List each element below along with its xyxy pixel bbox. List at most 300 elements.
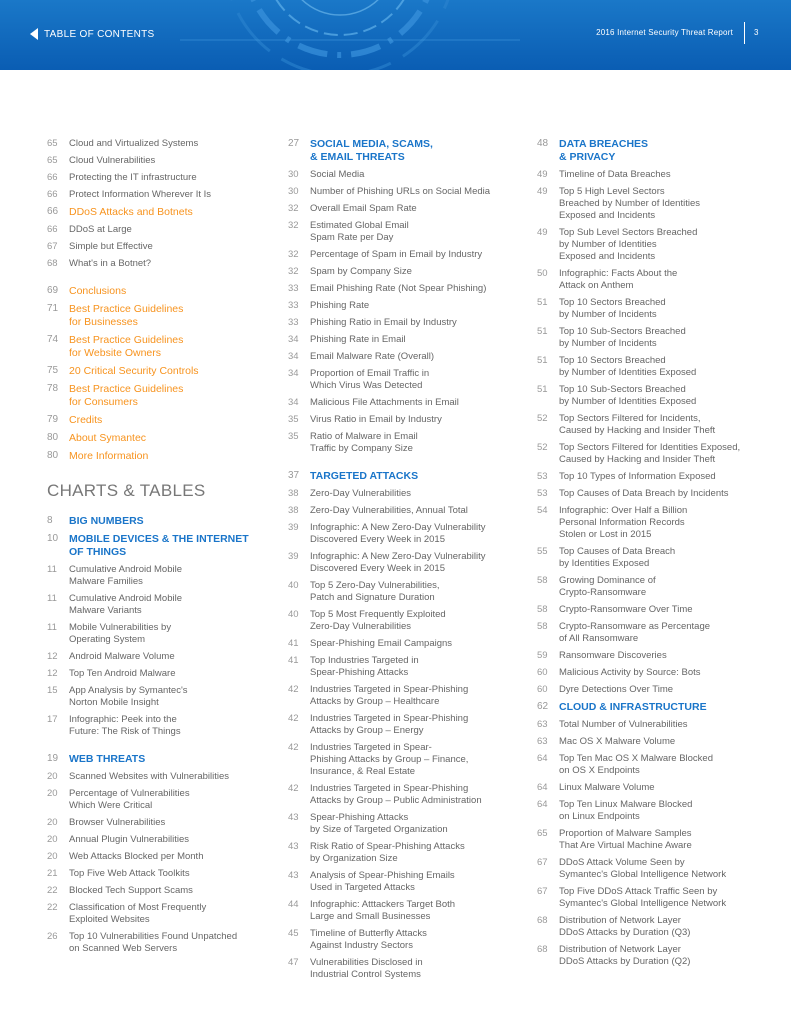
toc-section-heading[interactable] bbox=[537, 138, 777, 164]
toc-entry-title: What's in a Botnet? bbox=[69, 258, 152, 269]
toc-entry[interactable] bbox=[288, 812, 518, 836]
toc-page-number: 22 bbox=[47, 885, 58, 896]
toc-page-number: 51 bbox=[537, 355, 548, 366]
toc-section-heading[interactable] bbox=[288, 138, 518, 164]
toc-entry-title: Distribution of Network Layer DDoS Attacks by Duration (Q2) bbox=[559, 944, 691, 967]
toc-entry-title: 20 Critical Security Controls bbox=[69, 365, 199, 377]
toc-page-number: 37 bbox=[288, 470, 300, 481]
toc-entry-title: Phishing Rate bbox=[310, 300, 370, 311]
toc-entry-title: Top Five DDoS Attack Traffic Seen by Symantec's Global Intelligence Network bbox=[559, 886, 727, 909]
toc-entry[interactable] bbox=[47, 668, 267, 680]
toc-page-number: 11 bbox=[47, 564, 57, 575]
toc-page-number: 43 bbox=[288, 812, 299, 823]
toc-entry[interactable] bbox=[47, 303, 267, 329]
toc-entry[interactable] bbox=[47, 622, 267, 646]
toc-list-charts-2 bbox=[288, 138, 518, 981]
toc-page-number: 60 bbox=[537, 684, 548, 695]
toc-entry-title: Industries Targeted in Spear-Phishing Attacks by Group – Energy bbox=[310, 713, 469, 736]
spacer bbox=[47, 743, 267, 753]
toc-entry-title: Annual Plugin Vulnerabilities bbox=[69, 834, 190, 845]
toc-page-number: 26 bbox=[47, 931, 58, 942]
toc-page-number: 50 bbox=[537, 268, 548, 279]
toc-entry[interactable] bbox=[47, 241, 267, 253]
toc-entry[interactable] bbox=[537, 505, 777, 541]
toc-section-heading[interactable] bbox=[47, 533, 267, 559]
toc-entry[interactable] bbox=[537, 782, 777, 794]
toc-page-number: 20 bbox=[47, 851, 58, 862]
toc-entry[interactable] bbox=[537, 886, 777, 910]
toc-page-number: 15 bbox=[47, 685, 58, 696]
toc-page-number: 43 bbox=[288, 841, 299, 852]
toc-page-number: 20 bbox=[47, 788, 58, 799]
toc-entry-title: Social Media bbox=[310, 169, 365, 180]
toc-column-3 bbox=[537, 138, 777, 973]
toc-entry-title: Infographic: Atttackers Target Both Large and Small Businesses bbox=[310, 899, 456, 922]
toc-page-number: 60 bbox=[537, 667, 548, 678]
toc-entry-title: Ratio of Malware in Email Traffic by Company Size bbox=[310, 431, 418, 454]
toc-entry-title: Total Number of Vulnerabilities bbox=[559, 719, 688, 730]
toc-entry-title: Blocked Tech Support Scams bbox=[69, 885, 193, 896]
toc-page-number: 64 bbox=[537, 753, 548, 764]
toc-entry[interactable] bbox=[47, 564, 267, 588]
toc-entry[interactable] bbox=[537, 355, 777, 379]
toc-entry[interactable] bbox=[537, 575, 777, 599]
toc-entry[interactable] bbox=[537, 326, 777, 350]
toc-entry[interactable] bbox=[47, 834, 267, 846]
toc-entry[interactable] bbox=[537, 227, 777, 263]
toc-page-number: 42 bbox=[288, 742, 299, 753]
toc-entry[interactable] bbox=[537, 297, 777, 321]
toc-page-number: 40 bbox=[288, 580, 299, 591]
toc-page-number: 12 bbox=[47, 651, 58, 662]
toc-page-number: 80 bbox=[47, 450, 59, 461]
toc-entry[interactable] bbox=[47, 593, 267, 617]
toc-page-number: 17 bbox=[47, 714, 58, 725]
toc-entry-title: Vulnerabilities Disclosed in Industrial Control Systems bbox=[310, 957, 423, 980]
toc-entry-title: Malicious File Attachments in Email bbox=[310, 397, 459, 408]
toc-entry[interactable] bbox=[537, 753, 777, 777]
toc-page-number: 54 bbox=[537, 505, 548, 516]
toc-entry[interactable] bbox=[288, 522, 518, 546]
toc-entry[interactable] bbox=[47, 224, 267, 236]
toc-entry[interactable] bbox=[288, 266, 518, 278]
toc-entry-title: Proportion of Email Traffic in Which Virus Was Detected bbox=[310, 368, 430, 391]
toc-entry-title: Industries Targeted in Spear-Phishing Attacks by Group – Public Administration bbox=[310, 783, 482, 806]
toc-entry-title: Virus Ratio in Email by Industry bbox=[310, 414, 442, 425]
toc-entry-title: Top 5 High Level Sectors Breached by Number of Identities Exposed and Incidents bbox=[559, 186, 700, 221]
toc-entry-title: Top 10 Vulnerabilities Found Unpatched on Scanned Web Servers bbox=[69, 931, 238, 954]
toc-section-heading[interactable] bbox=[288, 470, 518, 483]
toc-entry[interactable] bbox=[288, 334, 518, 346]
toc-entry[interactable] bbox=[537, 384, 777, 408]
toc-page-number: 49 bbox=[537, 169, 548, 180]
toc-page-number: 32 bbox=[288, 249, 299, 260]
toc-page-number: 39 bbox=[288, 522, 299, 533]
toc-page-number: 67 bbox=[537, 886, 548, 897]
toc-page-number: 68 bbox=[47, 258, 58, 269]
toc-entry-title: Timeline of Butterfly Attacks Against Industry Sectors bbox=[310, 928, 427, 951]
toc-entry[interactable] bbox=[47, 931, 267, 955]
toc-entry[interactable] bbox=[288, 928, 518, 952]
toc-page-number: 67 bbox=[537, 857, 548, 868]
toc-entry-title: Cumulative Android Mobile Malware Variants bbox=[69, 593, 183, 616]
toc-page-number: 27 bbox=[288, 138, 300, 149]
toc-entry-title: Phishing Ratio in Email by Industry bbox=[310, 317, 457, 328]
toc-label: TABLE OF CONTENTS bbox=[44, 28, 155, 40]
toc-page-number: 53 bbox=[537, 471, 548, 482]
toc-entry[interactable] bbox=[288, 249, 518, 261]
page-number: 3 bbox=[754, 28, 759, 37]
toc-entry[interactable] bbox=[288, 742, 518, 778]
toc-entry[interactable] bbox=[47, 155, 267, 167]
toc-page-number: 78 bbox=[47, 383, 59, 394]
toc-entry[interactable] bbox=[537, 169, 777, 181]
toc-page-number: 32 bbox=[288, 266, 299, 277]
toc-entry[interactable] bbox=[47, 450, 267, 463]
toc-page-number: 41 bbox=[288, 655, 299, 666]
toc-entry-title: Spear-Phishing Attacks by Size of Targeted Organization bbox=[310, 812, 448, 835]
toc-entry-title: Industries Targeted in Spear-Phishing Attacks by Group – Healthcare bbox=[310, 684, 469, 707]
toc-page-number: 65 bbox=[47, 155, 58, 166]
toc-page-number: 12 bbox=[47, 668, 58, 679]
toc-entry-title: Browser Vulnerabilities bbox=[69, 817, 166, 828]
toc-entry[interactable] bbox=[288, 397, 518, 409]
toc-page-number: 58 bbox=[537, 621, 548, 632]
toc-entry[interactable] bbox=[288, 186, 518, 198]
toc-entry[interactable] bbox=[537, 471, 777, 483]
toc-entry[interactable] bbox=[288, 431, 518, 455]
toc-entry[interactable] bbox=[47, 651, 267, 663]
header-divider bbox=[744, 22, 745, 44]
toc-entry[interactable] bbox=[537, 915, 777, 939]
toc-page-number: 63 bbox=[537, 719, 548, 730]
toc-entry[interactable] bbox=[537, 799, 777, 823]
toc-entry-title: Dyre Detections Over Time bbox=[559, 684, 674, 695]
toc-page-number: 66 bbox=[47, 206, 59, 217]
toc-entry-title: Proportion of Malware Samples That Are Virtual Machine Aware bbox=[559, 828, 692, 851]
toc-entry-title: Top 10 Sectors Breached by Number of Identities Exposed bbox=[559, 355, 697, 378]
toc-page-number: 42 bbox=[288, 783, 299, 794]
toc-entry[interactable] bbox=[47, 817, 267, 829]
toc-page-number: 62 bbox=[537, 701, 549, 712]
toc-entry[interactable] bbox=[47, 285, 267, 298]
toc-entry[interactable] bbox=[288, 220, 518, 244]
toc-entry[interactable] bbox=[288, 783, 518, 807]
header-banner bbox=[0, 0, 791, 70]
toc-entry[interactable] bbox=[47, 902, 267, 926]
toc-page-number: 39 bbox=[288, 551, 299, 562]
toc-entry-title: Percentage of Spam in Email by Industry bbox=[310, 249, 483, 260]
toc-entry-title: Infographic: Peek into the Future: The Risk of Things bbox=[69, 714, 181, 737]
toc-entry-title: About Symantec bbox=[69, 432, 147, 444]
spacer bbox=[47, 275, 267, 285]
toc-entry-title: MOBILE DEVICES & THE INTERNET OF THINGS bbox=[69, 533, 249, 558]
toc-page-number: 20 bbox=[47, 834, 58, 845]
toc-entry[interactable] bbox=[537, 268, 777, 292]
toc-entry[interactable] bbox=[537, 684, 777, 696]
toc-column-1 bbox=[47, 138, 267, 960]
toc-section-heading[interactable] bbox=[47, 753, 267, 766]
toc-entry[interactable] bbox=[288, 551, 518, 575]
toc-entry[interactable] bbox=[47, 432, 267, 445]
toc-entry[interactable] bbox=[537, 719, 777, 731]
toc-entry-title: Web Attacks Blocked per Month bbox=[69, 851, 204, 862]
toc-entry[interactable] bbox=[288, 609, 518, 633]
toc-page-number: 20 bbox=[47, 817, 58, 828]
toc-entry-title: Top Causes of Data Breach by Identities Exposed bbox=[559, 546, 676, 569]
toc-column-2 bbox=[288, 138, 518, 986]
toc-entry[interactable] bbox=[47, 172, 267, 184]
toc-page-number: 33 bbox=[288, 283, 299, 294]
toc-entry[interactable] bbox=[47, 189, 267, 201]
toc-entry[interactable] bbox=[288, 317, 518, 329]
toc-entry-title: Malicious Activity by Source: Bots bbox=[559, 667, 701, 678]
toc-section-heading[interactable] bbox=[537, 701, 777, 714]
toc-page-number: 52 bbox=[537, 442, 548, 453]
toc-entry-title: Crypto-Ransomware as Percentage of All Ransomware bbox=[559, 621, 711, 644]
toc-page-number: 68 bbox=[537, 915, 548, 926]
toc-entry-title: Infographic: A New Zero-Day Vulnerability Discovered Every Week in 2015 bbox=[310, 522, 486, 545]
toc-page-number: 30 bbox=[288, 186, 299, 197]
toc-entry[interactable] bbox=[288, 368, 518, 392]
toc-entry-title: Analysis of Spear-Phishing Emails Used in Targeted Attacks bbox=[310, 870, 455, 893]
toc-entry-title: Protect Information Wherever It Is bbox=[69, 189, 212, 200]
toc-entry-title: Cumulative Android Mobile Malware Families bbox=[69, 564, 183, 587]
toc-list-charts-3 bbox=[537, 138, 777, 968]
toc-entry[interactable] bbox=[288, 684, 518, 708]
toc-page-number: 75 bbox=[47, 365, 59, 376]
toc-page-number: 34 bbox=[288, 368, 299, 379]
toc-page-number: 43 bbox=[288, 870, 299, 881]
toc-entry-title: Ransomware Discoveries bbox=[559, 650, 667, 661]
toc-page-number: 33 bbox=[288, 317, 299, 328]
spacer bbox=[288, 460, 518, 470]
toc-entry-title: DDoS Attacks and Botnets bbox=[69, 206, 193, 218]
toc-page-number: 53 bbox=[537, 488, 548, 499]
toc-entry[interactable] bbox=[537, 944, 777, 968]
toc-entry[interactable] bbox=[288, 169, 518, 181]
toc-entry[interactable] bbox=[47, 258, 267, 270]
toc-entry[interactable] bbox=[47, 206, 267, 219]
toc-entry[interactable] bbox=[47, 788, 267, 812]
toc-entry-title: Spear-Phishing Email Campaigns bbox=[310, 638, 453, 649]
toc-entry[interactable] bbox=[47, 414, 267, 427]
toc-entry[interactable] bbox=[537, 413, 777, 437]
toc-page-number: 69 bbox=[47, 285, 59, 296]
toc-entry-title: Risk Ratio of Spear-Phishing Attacks by Organization Size bbox=[310, 841, 465, 864]
toc-entry[interactable] bbox=[288, 488, 518, 500]
toc-entry-title: Mobile Vulnerabilities by Operating System bbox=[69, 622, 172, 645]
toc-entry-title: Cloud Vulnerabilities bbox=[69, 155, 156, 166]
toc-entry[interactable] bbox=[47, 685, 267, 709]
toc-entry[interactable] bbox=[537, 857, 777, 881]
toc-list-charts bbox=[47, 515, 267, 955]
toc-page-number: 51 bbox=[537, 326, 548, 337]
toc-page-number: 63 bbox=[537, 736, 548, 747]
toc-entry-title: Email Phishing Rate (Not Spear Phishing) bbox=[310, 283, 487, 294]
toc-page-number: 51 bbox=[537, 384, 548, 395]
toc-entry[interactable] bbox=[47, 714, 267, 738]
report-title: 2016 Internet Security Threat Report bbox=[596, 28, 733, 37]
toc-entry-title: DATA BREACHES & PRIVACY bbox=[559, 138, 649, 163]
toc-entry-title: WEB THREATS bbox=[69, 753, 146, 765]
toc-entry-title: Best Practice Guidelines for Consumers bbox=[69, 383, 184, 408]
toc-page-number: 34 bbox=[288, 351, 299, 362]
toc-entry[interactable] bbox=[47, 138, 267, 150]
toc-page-number: 66 bbox=[47, 224, 58, 235]
toc-entry[interactable] bbox=[537, 828, 777, 852]
toc-entry[interactable] bbox=[288, 203, 518, 215]
toc-entry-title: Phishing Rate in Email bbox=[310, 334, 406, 345]
toc-page-number: 58 bbox=[537, 575, 548, 586]
toc-page-number: 45 bbox=[288, 928, 299, 939]
toc-entry-title: Credits bbox=[69, 414, 103, 426]
toc-entry-title: Estimated Global Email Spam Rate per Day bbox=[310, 220, 409, 243]
toc-entry-title: Top Sectors Filtered for Incidents, Caused by Hacking and Insider Theft bbox=[559, 413, 716, 436]
toc-entry-title: Android Malware Volume bbox=[69, 651, 175, 662]
toc-page-number: 79 bbox=[47, 414, 59, 425]
toc-entry-title: Growing Dominance of Crypto-Ransomware bbox=[559, 575, 656, 598]
toc-page-number: 40 bbox=[288, 609, 299, 620]
toc-entry-title: Email Malware Rate (Overall) bbox=[310, 351, 435, 362]
toc-entry-title: Linux Malware Volume bbox=[559, 782, 655, 793]
toc-entry[interactable] bbox=[288, 957, 518, 981]
toc-entry[interactable] bbox=[288, 899, 518, 923]
toc-entry[interactable] bbox=[537, 650, 777, 662]
toc-entry[interactable] bbox=[288, 300, 518, 312]
toc-entry[interactable] bbox=[537, 186, 777, 222]
toc-entry[interactable] bbox=[288, 283, 518, 295]
toc-page-number: 32 bbox=[288, 220, 299, 231]
toc-entry[interactable] bbox=[47, 383, 267, 409]
toc-entry-title: Cloud and Virtualized Systems bbox=[69, 138, 199, 149]
toc-entry-title: Mac OS X Malware Volume bbox=[559, 736, 676, 747]
toc-page-number: 42 bbox=[288, 713, 299, 724]
toc-entry-title: Industries Targeted in Spear- Phishing Attacks by Group – Finance, Insurance, & Real Estate bbox=[310, 742, 469, 777]
toc-entry[interactable] bbox=[47, 771, 267, 783]
toc-entry[interactable] bbox=[288, 841, 518, 865]
toc-entry-title: Top Sub Level Sectors Breached by Number of Identities Exposed and Incidents bbox=[559, 227, 698, 262]
toc-entry-title: Scanned Websites with Vulnerabilities bbox=[69, 771, 230, 782]
toc-page-number: 30 bbox=[288, 169, 299, 180]
toc-entry-title: SOCIAL MEDIA, SCAMS, & EMAIL THREATS bbox=[310, 138, 433, 163]
toc-entry-title: Best Practice Guidelines for Businesses bbox=[69, 303, 184, 328]
toc-entry[interactable] bbox=[537, 442, 777, 466]
toc-entry[interactable] bbox=[288, 580, 518, 604]
toc-page-number: 48 bbox=[537, 138, 549, 149]
toc-page-number: 42 bbox=[288, 684, 299, 695]
toc-entry-title: Simple but Effective bbox=[69, 241, 153, 252]
toc-entry-title: BIG NUMBERS bbox=[69, 515, 144, 527]
toc-page-number: 55 bbox=[537, 546, 548, 557]
toc-entry[interactable] bbox=[537, 621, 777, 645]
toc-entry-title: Zero-Day Vulnerabilities, Annual Total bbox=[310, 505, 468, 516]
toc-entry[interactable] bbox=[288, 414, 518, 426]
toc-entry[interactable] bbox=[47, 868, 267, 880]
toc-entry[interactable] bbox=[288, 713, 518, 737]
toc-entry-title: Best Practice Guidelines for Website Owners bbox=[69, 334, 184, 359]
toc-entry[interactable] bbox=[47, 365, 267, 378]
toc-page-number: 32 bbox=[288, 203, 299, 214]
toc-entry-title: Top Ten Mac OS X Malware Blocked on OS X Endpoints bbox=[559, 753, 714, 776]
toc-entry[interactable] bbox=[47, 885, 267, 897]
toc-page-number: 35 bbox=[288, 414, 299, 425]
toc-page-number: 71 bbox=[47, 303, 59, 314]
toc-entry-title: Top Sectors Filtered for Identities Exposed, Caused by Hacking and Insider Theft bbox=[559, 442, 741, 465]
toc-page-number: 74 bbox=[47, 334, 59, 345]
toc-page-number: 49 bbox=[537, 227, 548, 238]
toc-section-heading[interactable] bbox=[47, 515, 267, 528]
toc-entry[interactable] bbox=[47, 851, 267, 863]
toc-entry-title: More Information bbox=[69, 450, 149, 462]
toc-page-number: 34 bbox=[288, 334, 299, 345]
toc-page-number: 64 bbox=[537, 782, 548, 793]
toc-entry-title: Top 10 Sub-Sectors Breached by Number of Incidents bbox=[559, 326, 686, 349]
toc-page-number: 52 bbox=[537, 413, 548, 424]
toc-entry[interactable] bbox=[288, 638, 518, 650]
toc-entry[interactable] bbox=[288, 505, 518, 517]
toc-entry[interactable] bbox=[537, 667, 777, 679]
toc-page-number: 58 bbox=[537, 604, 548, 615]
toc-entry-title: Crypto-Ransomware Over Time bbox=[559, 604, 693, 615]
table-of-contents-link[interactable] bbox=[30, 26, 154, 42]
toc-entry[interactable] bbox=[288, 655, 518, 679]
toc-entry-title: Overall Email Spam Rate bbox=[310, 203, 417, 214]
toc-page-number: 38 bbox=[288, 488, 299, 499]
toc-entry-title: Spam by Company Size bbox=[310, 266, 412, 277]
toc-entry-title: Infographic: Over Half a Billion Personal Information Records Stolen or Lost in 2015 bbox=[559, 505, 688, 540]
toc-entry[interactable] bbox=[537, 604, 777, 616]
toc-page-number: 80 bbox=[47, 432, 59, 443]
toc-page-number: 65 bbox=[537, 828, 548, 839]
toc-page-number: 10 bbox=[47, 533, 59, 544]
toc-page-number: 59 bbox=[537, 650, 548, 661]
toc-entry[interactable] bbox=[537, 736, 777, 748]
toc-page-number: 20 bbox=[47, 771, 58, 782]
toc-entry-title: Top 10 Sectors Breached by Number of Incidents bbox=[559, 297, 666, 320]
toc-entry-title: Distribution of Network Layer DDoS Attacks by Duration (Q3) bbox=[559, 915, 691, 938]
toc-entry[interactable] bbox=[288, 351, 518, 363]
toc-page-number: 19 bbox=[47, 753, 59, 764]
toc-page-number: 11 bbox=[47, 622, 57, 633]
toc-entry-title: DDoS at Large bbox=[69, 224, 132, 235]
toc-entry-title: App Analysis by Symantec's Norton Mobile Insight bbox=[69, 685, 188, 708]
toc-entry-title: Top Ten Linux Malware Blocked on Linux Endpoints bbox=[559, 799, 693, 822]
toc-entry[interactable] bbox=[47, 334, 267, 360]
toc-page-number: 22 bbox=[47, 902, 58, 913]
toc-page-number: 44 bbox=[288, 899, 299, 910]
toc-entry[interactable] bbox=[537, 488, 777, 500]
toc-entry-title: Top 10 Types of Information Exposed bbox=[559, 471, 716, 482]
charts-tables-heading: CHARTS & TABLES bbox=[47, 481, 206, 500]
toc-list-sections bbox=[47, 138, 267, 463]
toc-entry-title: Top 5 Most Frequently Exploited Zero-Day Vulnerabilities bbox=[310, 609, 446, 632]
toc-entry-title: Top Causes of Data Breach by Incidents bbox=[559, 488, 729, 499]
back-arrow-icon bbox=[30, 28, 38, 40]
toc-page-number: 68 bbox=[537, 944, 548, 955]
toc-entry-title: Timeline of Data Breaches bbox=[559, 169, 671, 180]
toc-entry-title: Classification of Most Frequently Exploited Websites bbox=[69, 902, 207, 925]
toc-page-number: 11 bbox=[47, 593, 57, 604]
toc-page-number: 65 bbox=[47, 138, 58, 149]
toc-entry-title: Percentage of Vulnerabilities Which Were Critical bbox=[69, 788, 190, 811]
toc-entry[interactable] bbox=[288, 870, 518, 894]
toc-entry-title: Infographic: Facts About the Attack on Anthem bbox=[559, 268, 678, 291]
toc-page-number: 41 bbox=[288, 638, 299, 649]
toc-entry[interactable] bbox=[537, 546, 777, 570]
toc-page-number: 67 bbox=[47, 241, 58, 252]
toc-page-number: 47 bbox=[288, 957, 299, 968]
